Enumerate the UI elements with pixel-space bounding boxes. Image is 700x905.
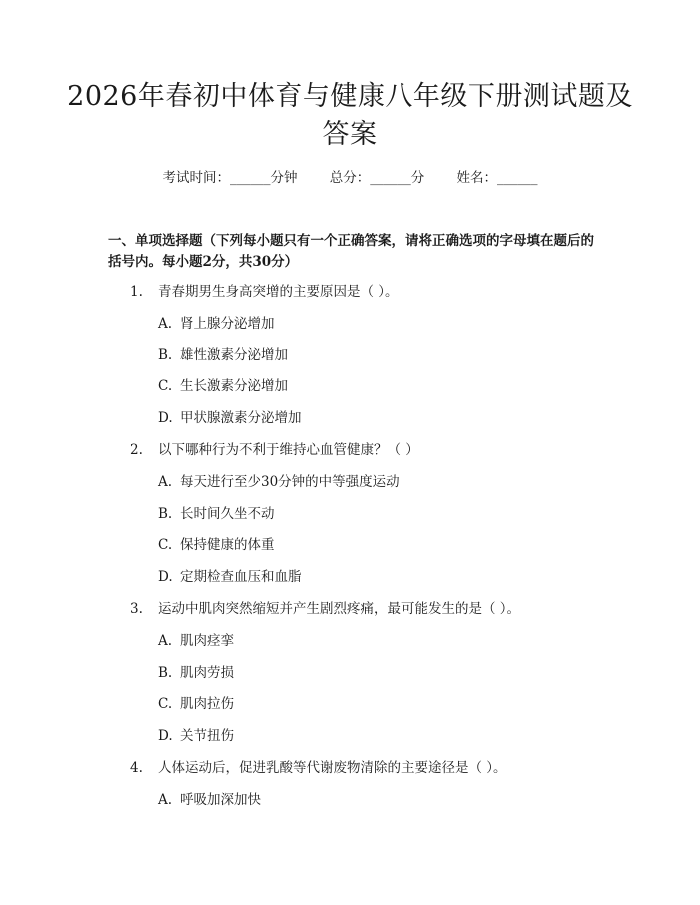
option-letter: D. bbox=[158, 728, 173, 744]
question-3-option-a bbox=[158, 631, 234, 651]
option-letter: D. bbox=[158, 410, 173, 426]
question-text: 青春期男生身高突增的主要原因是（ ）。 bbox=[158, 284, 399, 300]
question-text: 人体运动后，促进乳酸等代谢废物清除的主要途径是（ ）。 bbox=[158, 760, 507, 776]
question-2-option-a bbox=[158, 472, 400, 492]
name-field: 姓名：______ bbox=[456, 170, 538, 186]
exam-time-field: 考试时间：______分钟 bbox=[162, 170, 298, 186]
option-letter: A. bbox=[158, 316, 173, 332]
option-text: 保持健康的体重 bbox=[180, 537, 275, 553]
question-1-option-c bbox=[158, 376, 288, 396]
option-letter: B. bbox=[158, 347, 173, 363]
option-text: 肌肉痉挛 bbox=[180, 633, 234, 649]
option-text: 每天进行至少30分钟的中等强度运动 bbox=[180, 474, 400, 490]
document-title: 2026年春初中体育与健康八年级下册测试题及答案 bbox=[67, 81, 633, 150]
question-3 bbox=[130, 599, 520, 619]
question-1-option-a bbox=[158, 314, 275, 334]
question-3-option-c bbox=[158, 694, 234, 714]
question-1-option-b bbox=[158, 345, 288, 365]
total-score-field: 总分：______分 bbox=[329, 170, 425, 186]
section-heading: 一、单项选择题（下列每小题只有一个正确答案，请将正确选项的字母填在题后的括号内。每小题2分，共30分） bbox=[108, 233, 594, 270]
question-3-option-d bbox=[158, 726, 234, 746]
option-letter: C. bbox=[158, 537, 173, 553]
question-number: 4. bbox=[130, 760, 143, 776]
question-1-option-d bbox=[158, 408, 302, 428]
option-letter: C. bbox=[158, 378, 173, 394]
option-text: 肾上腺分泌增加 bbox=[180, 316, 275, 332]
question-number: 2. bbox=[130, 442, 143, 458]
option-text: 长时间久坐不动 bbox=[180, 506, 275, 522]
question-number: 1. bbox=[130, 284, 143, 300]
option-letter: B. bbox=[158, 506, 173, 522]
option-text: 肌肉拉伤 bbox=[180, 696, 234, 712]
option-text: 定期检查血压和血脂 bbox=[180, 569, 302, 585]
question-text: 运动中肌肉突然缩短并产生剧烈疼痛，最可能发生的是（ ）。 bbox=[158, 601, 521, 617]
option-text: 生长激素分泌增加 bbox=[180, 378, 288, 394]
option-text: 呼吸加深加快 bbox=[180, 792, 261, 808]
question-4-option-a bbox=[158, 790, 261, 810]
option-letter: D. bbox=[158, 569, 173, 585]
question-text: 以下哪种行为不利于维持心血管健康？（ ） bbox=[158, 442, 419, 458]
question-number: 3. bbox=[130, 601, 143, 617]
question-2-option-b bbox=[158, 504, 275, 524]
option-text: 雄性激素分泌增加 bbox=[180, 347, 288, 363]
option-text: 甲状腺激素分泌增加 bbox=[180, 410, 302, 426]
option-letter: A. bbox=[158, 792, 173, 808]
question-2-option-c bbox=[158, 535, 275, 555]
question-2 bbox=[130, 440, 419, 460]
question-2-option-d bbox=[158, 567, 302, 587]
exam-info-line bbox=[0, 168, 700, 188]
option-letter: C. bbox=[158, 696, 173, 712]
option-text: 关节扭伤 bbox=[180, 728, 234, 744]
option-letter: A. bbox=[158, 633, 173, 649]
question-4 bbox=[130, 758, 507, 778]
option-letter: A. bbox=[158, 474, 173, 490]
question-3-option-b bbox=[158, 663, 234, 683]
option-text: 肌肉劳损 bbox=[180, 665, 234, 681]
option-letter: B. bbox=[158, 665, 173, 681]
question-1 bbox=[130, 282, 399, 302]
